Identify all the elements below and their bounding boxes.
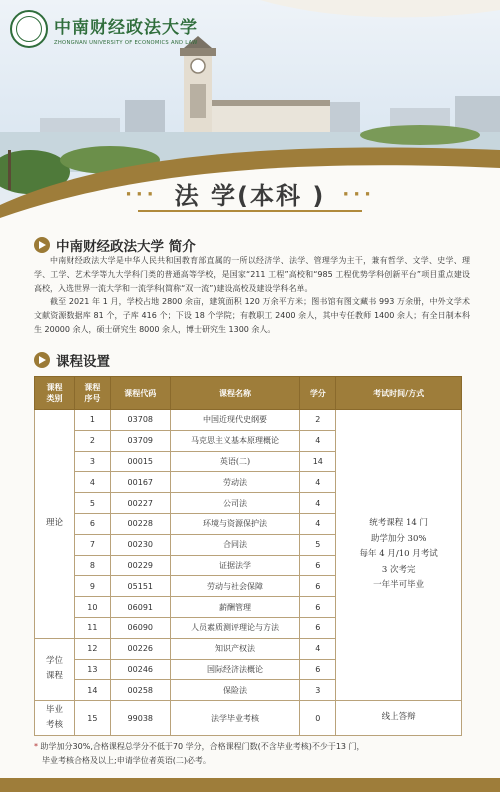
exam-line: 助学加分 30% xyxy=(370,533,427,544)
course-number: 15 xyxy=(74,701,110,736)
header-credit: 学分 xyxy=(300,377,336,410)
intro-paragraph: 截至 2021 年 1 月，学校占地 2800 余亩，建筑面积 120 万余平方米；图书馆有图文藏书 993 万余册，中外文学术文献资源数据库 81 个，子库 416 个；下设 18 个学院；有教职工 2400 余人，其中专任教师 1400 余人；有全日制本科生 20000 余人，硕士研究生 8000 余人，博士研究生 1300 余人。 xyxy=(34,297,470,334)
intro-section-heading xyxy=(34,235,196,255)
course-credit: 6 xyxy=(300,597,336,618)
course-number: 2 xyxy=(74,430,110,451)
course-number: 6 xyxy=(74,513,110,534)
exam-line: 每年 4 月/10 月考试 xyxy=(359,549,438,560)
intro-heading: 中南财经政法大学 简介 xyxy=(56,239,196,255)
page-title: 法 学(本科 ) xyxy=(174,182,326,210)
group-theory: 理论 xyxy=(35,410,75,639)
course-credit: 4 xyxy=(300,430,336,451)
course-credit: 6 xyxy=(300,659,336,680)
university-emblem-icon xyxy=(10,10,48,48)
header-name: 课程名称 xyxy=(170,377,300,410)
exam-graduation: 线上答辩 xyxy=(336,701,462,736)
course-number: 9 xyxy=(74,576,110,597)
course-credit: 6 xyxy=(300,617,336,638)
header-category: 课程 类别 xyxy=(35,377,75,410)
course-name: 人员素质测评理论与方法 xyxy=(170,617,300,638)
course-code: 00246 xyxy=(110,659,170,680)
course-number: 10 xyxy=(74,597,110,618)
course-number: 14 xyxy=(74,680,110,701)
course-credit: 3 xyxy=(300,680,336,701)
course-number: 1 xyxy=(74,410,110,431)
course-code: 00226 xyxy=(110,638,170,659)
course-code: 03708 xyxy=(110,410,170,431)
course-code: 99038 xyxy=(110,701,170,736)
course-section-heading xyxy=(34,350,110,370)
course-code: 00015 xyxy=(110,451,170,472)
footnote xyxy=(34,740,474,768)
section-bullet-icon xyxy=(34,352,50,368)
course-code: 00167 xyxy=(110,472,170,493)
course-name: 国际经济法概论 xyxy=(170,659,300,680)
course-number: 5 xyxy=(74,493,110,514)
course-code: 00230 xyxy=(110,534,170,555)
course-credit: 6 xyxy=(300,555,336,576)
course-credit: 2 xyxy=(300,410,336,431)
intro-paragraph: 中南财经政法大学是中华人民共和国教育部直属的一所以经济学、法学、管理学为主干，兼有哲学、文学、史学、理学、工学、艺术学等九大学科门类的普通高等学校，是国家“211 工程”高校和“985 工程优势学科创新平台”项目重点建设高校，入选世界一流大学和一流学科(简称“双一流”)建设高校及建设学科名单。 xyxy=(34,256,470,293)
course-code: 00258 xyxy=(110,680,170,701)
footnote-text-2: 毕业考核合格及以上;申请学位者英语(二)必考。 xyxy=(42,756,211,765)
course-name: 马克思主义基本原理概论 xyxy=(170,430,300,451)
course-number: 11 xyxy=(74,617,110,638)
course-credit: 5 xyxy=(300,534,336,555)
course-name: 薪酬管理 xyxy=(170,597,300,618)
group-degree: 学位 课程 xyxy=(35,638,75,700)
section-bullet-icon xyxy=(34,237,50,253)
course-table xyxy=(34,376,462,736)
course-code: 00227 xyxy=(110,493,170,514)
group-graduation: 毕业 考核 xyxy=(35,701,75,736)
course-code: 00229 xyxy=(110,555,170,576)
university-logo xyxy=(10,10,198,48)
exam-line: 3 次考完 xyxy=(381,564,416,575)
course-number: 12 xyxy=(74,638,110,659)
footnote-star: * xyxy=(34,742,38,751)
course-code: 06090 xyxy=(110,617,170,638)
course-name: 公司法 xyxy=(170,493,300,514)
course-code: 05151 xyxy=(110,576,170,597)
course-number: 7 xyxy=(74,534,110,555)
footer-band xyxy=(0,778,500,792)
course-credit: 4 xyxy=(300,472,336,493)
header-exam: 考试时间/方式 xyxy=(336,377,462,410)
logo-english-name: ZHONGNAN UNIVERSITY OF ECONOMICS AND LAW xyxy=(54,39,198,46)
course-name: 保险法 xyxy=(170,680,300,701)
logo-chinese-name: 中南财经政法大学 xyxy=(54,17,198,38)
course-heading: 课程设置 xyxy=(56,354,110,370)
intro-text xyxy=(34,254,470,337)
course-name: 中国近现代史纲要 xyxy=(170,410,300,431)
title-underline xyxy=(138,210,362,212)
exam-info xyxy=(336,410,462,701)
course-name: 合同法 xyxy=(170,534,300,555)
course-credit: 6 xyxy=(300,576,336,597)
course-credit: 14 xyxy=(300,451,336,472)
footnote-text-1: 助学加分30%,合格课程总学分不低于70 学分，合格课程门数(不含毕业考核)不少于13 门， xyxy=(38,742,365,751)
course-credit: 4 xyxy=(300,493,336,514)
course-name: 劳动与社会保障 xyxy=(170,576,300,597)
title-dots-right: ··· xyxy=(342,184,375,205)
header-number: 课程 序号 xyxy=(74,377,110,410)
course-number: 4 xyxy=(74,472,110,493)
course-code: 03709 xyxy=(110,430,170,451)
table-row xyxy=(35,410,462,431)
course-code: 00228 xyxy=(110,513,170,534)
title-dots-left: ··· xyxy=(125,184,158,205)
course-name: 证据法学 xyxy=(170,555,300,576)
header-code: 课程代码 xyxy=(110,377,170,410)
page-title-row xyxy=(0,176,500,211)
exam-line: 统考课程 14 门 xyxy=(369,518,428,529)
course-number: 13 xyxy=(74,659,110,680)
course-number: 8 xyxy=(74,555,110,576)
course-name: 劳动法 xyxy=(170,472,300,493)
course-name: 知识产权法 xyxy=(170,638,300,659)
course-credit: 4 xyxy=(300,513,336,534)
table-row xyxy=(35,701,462,736)
exam-line: 一年半可毕业 xyxy=(373,580,425,591)
course-name: 法学毕业考核 xyxy=(170,701,300,736)
table-header-row xyxy=(35,377,462,410)
course-code: 06091 xyxy=(110,597,170,618)
course-credit: 0 xyxy=(300,701,336,736)
footnote-line-1 xyxy=(34,740,474,754)
course-credit: 4 xyxy=(300,638,336,659)
course-name: 环境与资源保护法 xyxy=(170,513,300,534)
course-name: 英语(二) xyxy=(170,451,300,472)
course-number: 3 xyxy=(74,451,110,472)
